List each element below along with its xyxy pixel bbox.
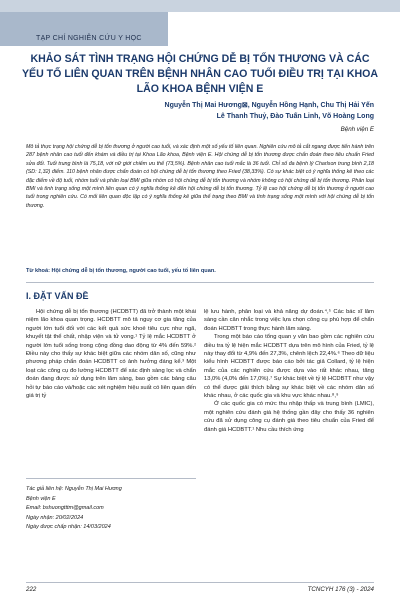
journal-label-tab — [0, 12, 168, 46]
corresponding-affiliation: Bệnh viện E — [26, 495, 56, 502]
author-affiliation: Bệnh viện E — [340, 126, 374, 133]
body-paragraph: Ở các quốc gia có mức thu nhập thấp và trung bình (LMIC), một nghiên cứu đánh giá hệ thống gần đây cho thấy 36 nghiên cứu đã sử dụng công cụ đánh giá theo tiêu chuẩn của Fried để đánh giá HCDBTT.¹ Nhu cầu thích ứng — [204, 401, 374, 433]
divider — [26, 282, 374, 283]
body-column-right — [204, 308, 374, 434]
correspondence-box — [26, 478, 196, 533]
journal-header-bar — [0, 0, 400, 48]
header-band — [0, 0, 400, 12]
body-paragraph: lệ lưu hành, phân loại và khả năng dự đoán.⁴,⁵ Các bác sĩ lâm sàng cần cân nhắc trong việc lựa chọn công cụ phù hợp để chẩn đoán HCDBTT trong thực hành lâm sàng. — [204, 309, 374, 332]
body-paragraph: Trong một báo cáo tổng quan y văn bao gồm các nghiên cứu điều tra tỷ lệ hiện mắc HCDBTT dựa trên mô hình của Fried, tỷ lệ này thay đổi từ 4,9% đến 27,3%, chênh lệch 22,4%.⁶ Theo dữ liệu kiểu hình HCDBTT được báo cáo bởi tác giả Collard, tỷ lệ hiện mắc của các nghiên cứu được dựa vào rất khác nhau, tăng 13,0% (4,0% đến 17,0%).⁷ Sự khác biệt về tỷ lệ HCDBTT như vậy có thể được giải thích bằng sự khác biệt về các nhóm dân số khác nhau, ở các quốc gia và khu vực khác nhau.⁸,⁹ — [204, 334, 374, 400]
author-list — [20, 100, 374, 122]
page-number: 222 — [26, 586, 37, 593]
accepted-date: Ngày được chấp nhận: 14/03/2024 — [26, 524, 111, 530]
corresponding-email: Email: bshuongtttm@gmail.com — [26, 505, 104, 511]
corresponding-author: Tác giả liên hệ: Nguyễn Thị Mai Hương — [26, 486, 122, 492]
journal-issue: TCNCYH 176 (3) - 2024 — [307, 586, 374, 593]
authors-line-1: Nguyễn Thị Mai Hương⊠, Nguyễn Hồng Hạnh, Chu Thị Hải Yến — [164, 102, 374, 109]
body-column-left — [26, 308, 196, 400]
body-paragraph: Hội chứng dễ bị tổn thương (HCDBTT) đã trở thành một khái niệm lão khoa quan trọng. HCDBTT mô tả nguy cơ gia tăng của người lớn tuổi đối với các kết quả sức khoẻ tiêu cực như ngã, khuyết tật thể chất, nhập viện và tử vong.¹ Tỷ lệ mắc HCDBTT ở người lớn tuổi sống trong cộng đồng dao động từ 4% đến 59%.² Điều này cho thấy sự khác biệt giữa các nhóm dân số, cũng như phương pháp chẩn đoán HCDBTT có ảnh hưởng đáng kể.³ Một loạt các công cụ đo lường HCDBTT để xác định sàng lọc và chẩn đoán đang được sử dụng trên lâm sàng, bao gồm các bảng câu hỏi tự báo cáo và/hoặc các xét nghiệm hiệu suất có liên quan đến giá trị tỷ — [26, 309, 196, 400]
keywords: Từ khoá: Hội chứng dễ bị tổn thương, người cao tuổi, yếu tố liên quan. — [26, 268, 216, 274]
authors-line-2: Lê Thanh Thuỷ, Đào Tuấn Linh, Võ Hoàng Long — [216, 113, 374, 120]
journal-label: TẠP CHÍ NGHIÊN CỨU Y HỌC — [36, 35, 142, 42]
article-title: KHẢO SÁT TÌNH TRẠNG HỘI CHỨNG DỄ BỊ TỔN THƯƠNG VÀ CÁC YẾU TỐ LIÊN QUAN TRÊN BỆNH NHÂN CAO TUỔI ĐIỀU TRỊ TẠI KHOA LÃO KHOA BỆNH VIỆN E — [21, 53, 379, 95]
section-heading: I. ĐẶT VẤN ĐỀ — [26, 291, 89, 301]
received-date: Ngày nhận: 20/02/2024 — [26, 514, 84, 521]
footer-divider — [26, 582, 374, 583]
abstract: Mô tả thực trạng hội chứng dễ bị tổn thương ở người cao tuổi, và xác định một số yếu tố liên quan. Nghiên cứu mô tả cắt ngang được tiến hành trên 287 bệnh nhân cao tuổi đến khám và điều trị tại Khoa Lão khoa, Bệnh viện E. Hội chứng dễ bị tổn thương được chẩn đoán theo tiêu chuẩn Fried sửa đổi. Tuổi trung bình là 75,18, với nữ giới chiếm ưu thế (73,5%). Bệnh nhân cao tuổi mắc là 36 tuổi. Chỉ số đa bệnh lý Charlson trung bình 2,18 (SD: 1,32) điểm. 110 bệnh nhân được chẩn đoán có hội chứng dễ bị tổn thương theo Fried (38,33%). Có sự khác biệt có ý nghĩa thống kê theo các đặc điểm về độ tuổi, nhóm tuổi và phân loại BMI giữa nhóm có hội chứng dễ bị tổn thương và nhóm không có hội chứng dễ bị tổn thương. Phân loại BMI và tình trạng sống một mình liên quan có ý nghĩa thống kê đến hội chứng dễ bị tổn thương. Tỷ lệ cao hội chứng dễ bị tổn thương ở người cao tuổi trong nghiên cứu. Có mối liên quan độc lập có ý nghĩa thống kê giữa thể trạng theo BMI và tình trạng sống một mình với hội chứng dễ bị tổn thương. — [26, 144, 374, 209]
